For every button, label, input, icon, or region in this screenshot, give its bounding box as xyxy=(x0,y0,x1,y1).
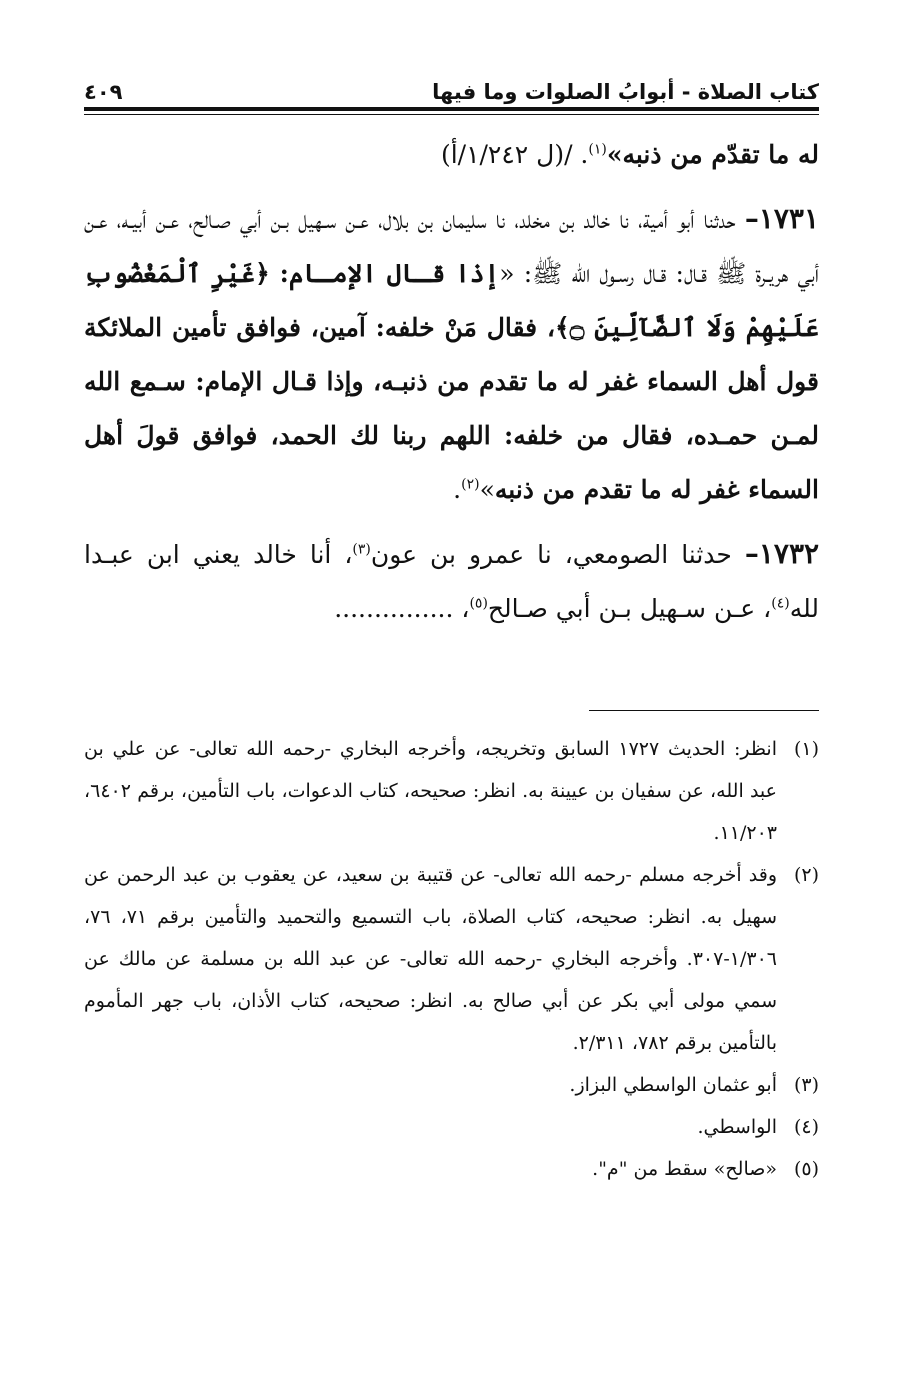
footnote-5 xyxy=(84,1148,819,1190)
sentence-end: . xyxy=(453,475,462,504)
footnote-marker: (٥) xyxy=(793,1158,819,1180)
footnote-ref: (٢) xyxy=(461,476,480,493)
footnote-ref: (٣) xyxy=(352,541,371,558)
header-rule-thick xyxy=(84,107,819,111)
page-header xyxy=(84,70,819,104)
header-rule-thin xyxy=(84,114,819,115)
footnote-ref: (٥) xyxy=(469,595,488,612)
isnad-text: ، عـن سـهيل بـن أبي صـالح xyxy=(487,594,772,623)
running-title: كتاب الصلاة - أبوابُ الصلوات وما فيها xyxy=(432,80,819,104)
footnotes xyxy=(84,728,819,1190)
hadith-number: ١٧٣٢– xyxy=(744,537,820,570)
isnad-text: ، أنا خالد يعني ابن عبـدا لله xyxy=(84,540,819,623)
isnad-text: حدثنا أبو أمية، نا خالد بن مخلد، نا سليمان بن بلال، عـن سـهيل بـن أبي صـالح، عـن أبيـه، عـن أبي هريـرة ﷺ قـال: قـال رسـول الله ﷺ: « xyxy=(84,205,819,288)
page-number: ٤٠٩ xyxy=(84,80,123,104)
footnote-marker: (٢) xyxy=(793,864,819,886)
hadith-1731 xyxy=(84,192,819,517)
manuscript-ref: . /(ل ١/٢٤٢/أ) xyxy=(440,140,589,169)
isnad-text: حدثنا الصومعي، نا عمرو بن عون xyxy=(370,540,745,569)
hadith-number: ١٧٣١– xyxy=(744,202,819,235)
hadith-text-bold: له ما تقدّم من ذنبه» xyxy=(606,140,819,169)
footnote-marker: (١) xyxy=(793,738,820,760)
hadith-text-bold: إذا قـال الإمـام: ﴿غَيْرِ ٱلْمَغْضُوبِ عَلَيْهِمْ وَلَا ٱلضَّآلِّينَ ۝﴾، فقال مَنْ خلفه: آمين، فوافق تأمين الملائكة قول أهل السماء غفر له ما تقدم من ذنبـه، وإذا قـال الإمام: سـمع الله لمـن حمـده، فقال من خلفه: اللهم ربنا لك الحمد، فوافق قولَ أهل السماء غفر له ما تقدم من ذنبه xyxy=(84,259,819,504)
footnote-ref: (١) xyxy=(588,141,607,158)
footnote-1 xyxy=(84,728,819,854)
quote-close: » xyxy=(479,475,495,504)
footnote-text: أبو عثمان الواسطي البزاز. xyxy=(569,1074,777,1096)
hadith-1732 xyxy=(84,527,819,636)
ellipsis-dots: ، ............... xyxy=(334,594,470,623)
footnote-ref: (٤) xyxy=(771,595,790,612)
footnote-marker: (٣) xyxy=(793,1074,819,1096)
footnote-3 xyxy=(84,1064,819,1106)
footnote-text: الواسطي. xyxy=(697,1116,777,1138)
footnote-4 xyxy=(84,1106,819,1148)
footnote-text: وقد أخرجه مسلم -رحمه الله تعالى- عن قتيبة بن سعيد، عن يعقوب بن عبد الرحمن عن سهيل به. انظر: صحيحه، كتاب الصلاة، باب التسميع والتحميد والتأمين برقم ٧١، ٧٦، ١/٣٠٦-٣٠٧. وأخرجه البخاري -رحمه الله تعالى- عن عبد الله بن مسلمة عن مالك عن سمي مولى أبي بكر عن أبي صالح به. انظر: صحيحه، كتاب الأذان، باب جهر المأموم بالتأمين برقم ٧٨٢، ٢/٣١١. xyxy=(84,864,777,1054)
main-text xyxy=(84,128,819,646)
footnote-text: انظر: الحديث ١٧٢٧ السابق وتخريجه، وأخرجه البخاري -رحمه الله تعالى- عن علي بن عبد الله، عن سفيان بن عيينة به. انظر: صحيحه، كتاب الدعوات، باب التأمين، برقم ٦٤٠٢، ١١/٢٠٣. xyxy=(84,738,778,844)
footnote-marker: (٤) xyxy=(793,1116,819,1138)
footnote-2 xyxy=(84,854,819,1064)
paragraph-continuation xyxy=(84,128,819,182)
footnote-text: «صالح» سقط من "م". xyxy=(592,1158,777,1180)
footnote-separator xyxy=(589,710,819,711)
